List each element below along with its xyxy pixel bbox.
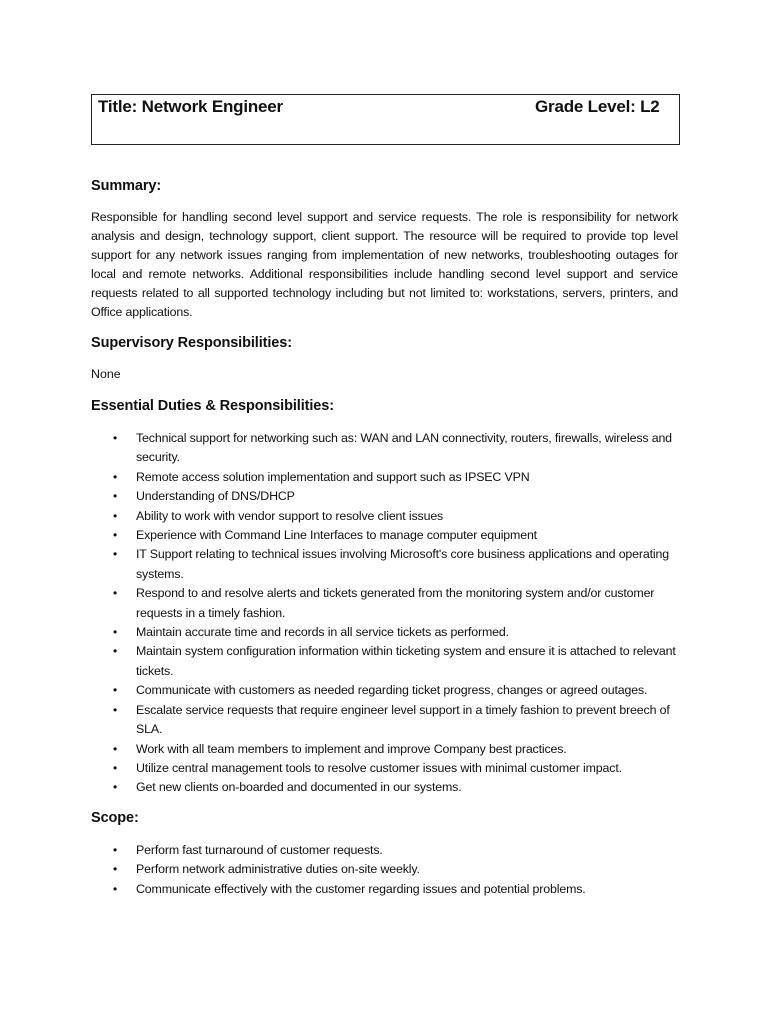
list-item-text: Escalate service requests that require engineer level support in a timely fashion to prevent breech of SLA. — [136, 702, 670, 737]
list-item — [91, 468, 681, 487]
list-item — [91, 740, 681, 759]
summary-heading: Summary: — [91, 178, 162, 194]
bullet-icon: • — [113, 528, 118, 543]
bullet-icon: • — [113, 780, 118, 795]
summary-text: Responsible for handling second level support and service requests. The role is responsibility for network analysis and design, technology support, client support. The resource will be required to provide top level support for any network issues ranging from implementation of new networks, troubleshooting outages for local and remote networks. Additional responsibilities include handling second level support and service requests related to all supported technology including but not limited to: workstations, servers, printers, and Office applications. — [91, 210, 678, 319]
bullet-icon: • — [113, 469, 118, 484]
bullet-icon: • — [113, 862, 118, 877]
list-item-text: Utilize central management tools to resolve customer issues with minimal customer impact. — [136, 760, 622, 775]
list-item-text: Understanding of DNS/DHCP — [136, 489, 295, 504]
list-item-text: Technical support for networking such as: WAN and LAN connectivity, routers, firewalls, wireless and security. — [136, 431, 672, 465]
bullet-icon: • — [113, 508, 118, 523]
list-item — [91, 701, 681, 740]
duties-heading: Essential Duties & Responsibilities: — [91, 398, 334, 414]
list-item-text: Maintain system configuration information within ticketing system and ensure it is attached to relevant tickets. — [136, 644, 676, 678]
scope-list — [91, 841, 681, 899]
list-item-text: Ability to work with vendor support to resolve client issues — [136, 508, 444, 523]
list-item-text: Respond to and resolve alerts and tickets generated from the monitoring system and/or customer requests in a timely fashion. — [136, 586, 655, 620]
bullet-icon: • — [113, 644, 118, 659]
bullet-icon: • — [113, 683, 118, 698]
list-item — [91, 545, 681, 584]
job-title: Title: Network Engineer — [98, 97, 283, 116]
list-item-text: Communicate effectively with the customer regarding issues and potential problems. — [136, 881, 586, 896]
list-item — [91, 507, 681, 526]
bullet-icon: • — [113, 741, 118, 756]
list-item — [91, 487, 681, 506]
list-item — [91, 429, 681, 468]
list-item-text: Communicate with customers as needed regarding ticket progress, changes or agreed outages. — [136, 683, 648, 698]
list-item-text: Maintain accurate time and records in all service tickets as performed. — [136, 625, 509, 640]
list-item — [91, 759, 681, 778]
scope-heading: Scope: — [91, 810, 139, 826]
list-item-text: Experience with Command Line Interfaces to manage computer equipment — [136, 528, 537, 543]
grade-level: Grade Level: L2 — [535, 97, 660, 116]
bullet-icon: • — [113, 431, 118, 445]
bullet-icon: • — [113, 760, 118, 775]
duties-list — [91, 429, 681, 798]
supervisory-text: None — [91, 367, 121, 381]
list-item — [91, 623, 681, 642]
list-item — [91, 880, 681, 899]
list-item — [91, 526, 681, 545]
bullet-icon: • — [113, 625, 118, 640]
list-item-text: Work with all team members to implement and improve Company best practices. — [136, 741, 567, 756]
list-item-text: IT Support relating to technical issues involving Microsoft's core business applications and operating systems. — [136, 547, 670, 581]
list-item — [91, 860, 681, 879]
bullet-icon: • — [113, 843, 118, 857]
list-item — [91, 841, 681, 860]
list-item — [91, 584, 681, 623]
list-item — [91, 681, 681, 700]
bullet-icon: • — [113, 586, 118, 601]
bullet-icon: • — [113, 547, 118, 562]
title-box — [91, 94, 680, 145]
bullet-icon: • — [113, 881, 118, 896]
supervisory-heading: Supervisory Responsibilities: — [91, 335, 292, 351]
list-item-text: Get new clients on-boarded and documented in our systems. — [136, 780, 462, 795]
list-item-text: Remote access solution implementation and support such as IPSEC VPN — [136, 469, 530, 484]
list-item — [91, 778, 681, 797]
list-item — [91, 642, 681, 681]
bullet-icon: • — [113, 702, 118, 717]
list-item-text: Perform fast turnaround of customer requests. — [136, 843, 383, 857]
bullet-icon: • — [113, 489, 118, 504]
list-item-text: Perform network administrative duties on-site weekly. — [136, 862, 420, 877]
